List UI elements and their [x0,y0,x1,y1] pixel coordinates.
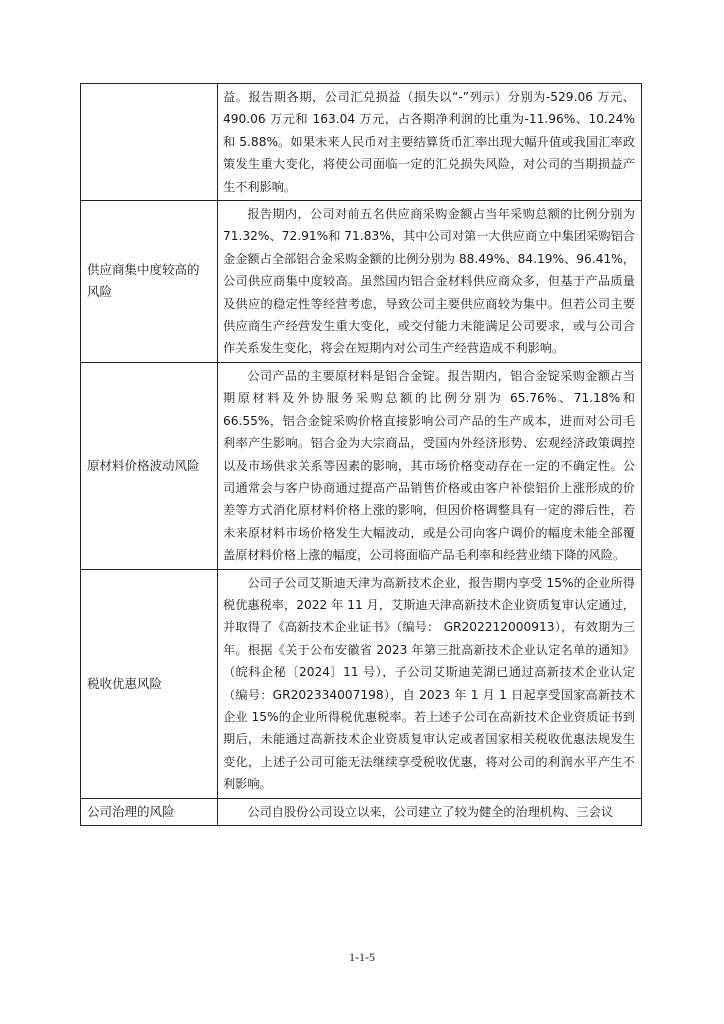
risk-description: 报告期内，公司对前五名供应商采购金额占当年采购总额的比例分别为 71.32%、72.91%和 71.83%，其中公司对第一大供应商立中集团采购铝合金金额占全部铝合金采购金额的比例分别为 88.49%、84.19%、96.41%，公司供应商集中度较高。虽然国内铝合金材料供应商众多，但基于产品质量及供应的稳定性等经营考虑，导致公司主要供应商较为集中。但若公司主要供应商生产经营发生重大变化，或交付能力未能满足公司要求，或与公司合作关系发生变化，将会在短期内对公司生产经营造成不利影响。 [223,207,635,356]
risk-name-cell: 原材料价格波动风险 [81,362,218,569]
risk-description-cell [218,569,642,798]
risk-row-tax-incentive [81,569,642,798]
risk-row-supplier-concentration [81,201,642,363]
risk-description: 公司产品的主要原材料是铝合金锭。报告期内，铝合金锭采购金额占当期原材料及外协服务采购总额的比例分别为 65.76%、71.18%和 66.55%，铝合金锭采购价格直接影响公司产品的生产成本，进而对公司毛利率产生影响。铝合金为大宗商品，受国内外经济形势、宏观经济政策调控以及市场供求关系等因素的影响，其市场价格变动存在一定的不确定性。公司通常会与客户协商通过提高产品销售价格或由客户补偿铝价上涨形成的价差等方式消化原材料价格上涨的影响，但因价格调整具有一定的滞后性，若未来原材料市场价格发生大幅波动，或是公司向客户调价的幅度未能全部覆盖原材料价格上涨的幅度，公司将面临产品毛利率和经营业绩下降的风险。 [223,368,635,563]
risk-name-cell: 供应商集中度较高的风险 [81,201,218,363]
risk-description: 公司自股份公司设立以来，公司建立了较为健全的治理机构、三会议 [247,804,614,819]
risk-description-cell [218,362,642,569]
risk-row-raw-material-price [81,362,642,569]
risk-description-cell [218,798,642,825]
risk-row-exchange-rate [81,84,642,201]
risk-description: 益。报告期各期，公司汇兑损益（损失以“-”列示）分别为-529.06 万元、490.06 万元和 163.04 万元，占各期净利润的比重为-11.96%、10.24%和 5.88%。如果未来人民币对主要结算货币汇率出现大幅升值或我国汇率政策发生重大变化，将使公司面临一定的汇兑损失风险，对公司的当期损益产生不利影响。 [223,90,635,194]
risk-name-cell: 公司治理的风险 [81,798,218,825]
risk-row-corporate-governance [81,798,642,825]
risk-name-cell [81,84,218,201]
risk-description: 公司子公司艾斯迪天津为高新技术企业，报告期内享受 15%的企业所得税优惠税率，2022 年 11 月，艾斯迪天津高新技术企业资质复审认定通过，并取得了《高新技术企业证书》（编号： GR202212000913），有效期为三年。根据《关于公布安徽省 2023 年第三批高新技术企业认定名单的通知》（皖科企秘〔2024〕11 号），子公司艾斯迪芜湖已通过高新技术企业认定（编号：GR202334007198），自 2023 年 1 月 1 日起享受国家高新技术企业 15%的企业所得税优惠税率。若上述子公司在高新技术企业资质证书到期后，未能通过高新技术企业资质复审认定或者国家相关税收优惠法规发生变化，上述子公司可能无法继续享受税收优惠，将对公司的利润水平产生不利影响。 [223,575,635,792]
risk-table [80,83,642,826]
risk-description-cell [218,201,642,363]
page-number: 1-1-5 [349,950,375,964]
risk-description-cell [218,84,642,201]
risk-name-cell: 税收优惠风险 [81,569,218,798]
